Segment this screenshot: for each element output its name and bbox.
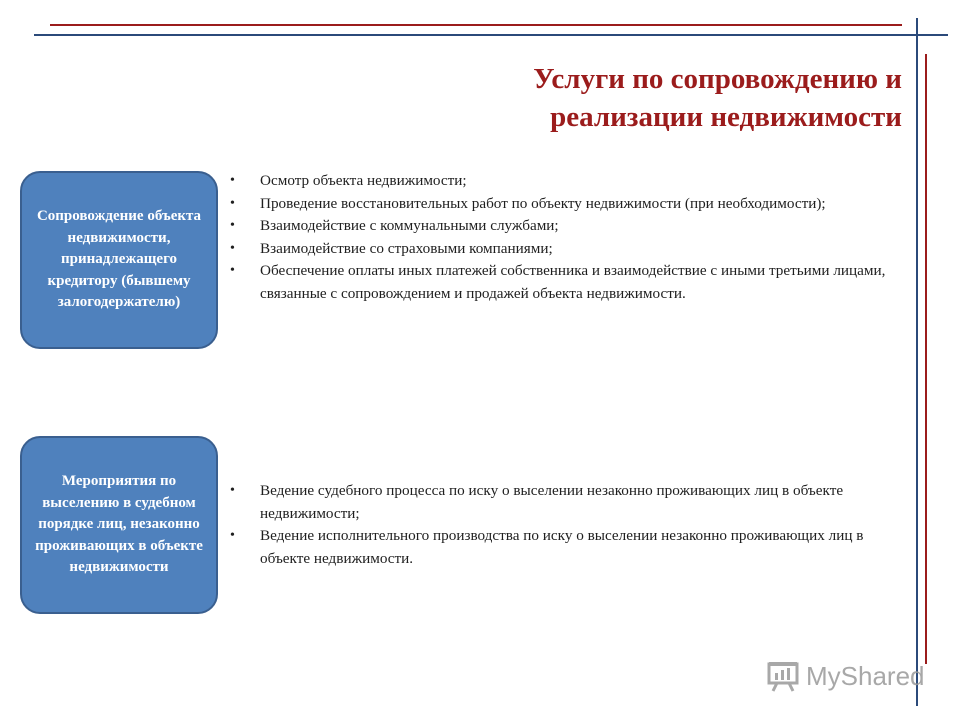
service-box-label: Мероприятия по выселению в судебном порядке лиц, незаконно проживающих в объекте недвижимости [35,473,203,576]
slide-title-line-1: Услуги по сопровождению и [533,63,902,95]
list-item: • Обеспечение оплаты иных платежей собственника и взаимодействие с иными третьими лицами, связанные с сопровождением и продажей объекта недвижимости. [228,260,888,305]
service-box-eviction [20,436,218,614]
watermark-text: MyShared [806,660,925,691]
slide-title-line-2: реализации недвижимости [550,101,902,133]
list-item: • Ведение судебного процесса по иску о выселении незаконно проживающих лиц в объекте недвижимости; [228,480,888,525]
list-item: • Взаимодействие с коммунальными службами; [228,215,888,238]
top-blue-rule [34,34,948,36]
list-item: • Взаимодействие со страховыми компаниями; [228,238,888,261]
list-item: • Осмотр объекта недвижимости; [228,170,888,193]
top-red-rule [50,24,902,26]
service-box-maintenance [20,171,218,349]
service-box-label: Сопровождение объекта недвижимости, принадлежащего кредитору (бывшему залогодержателю) [36,208,202,311]
right-blue-rule [916,18,918,706]
presentation-board-icon [766,659,800,693]
maintenance-bullet-list [228,170,888,305]
list-item: • Ведение исполнительного производства по иску о выселении незаконно проживающих лиц в объекте недвижимости. [228,525,888,570]
slide-title [262,60,902,136]
myshared-watermark [766,656,925,696]
right-red-rule [925,54,927,664]
list-item: • Проведение восстановительных работ по объекту недвижимости (при необходимости); [228,193,888,216]
eviction-bullet-list [228,480,888,570]
